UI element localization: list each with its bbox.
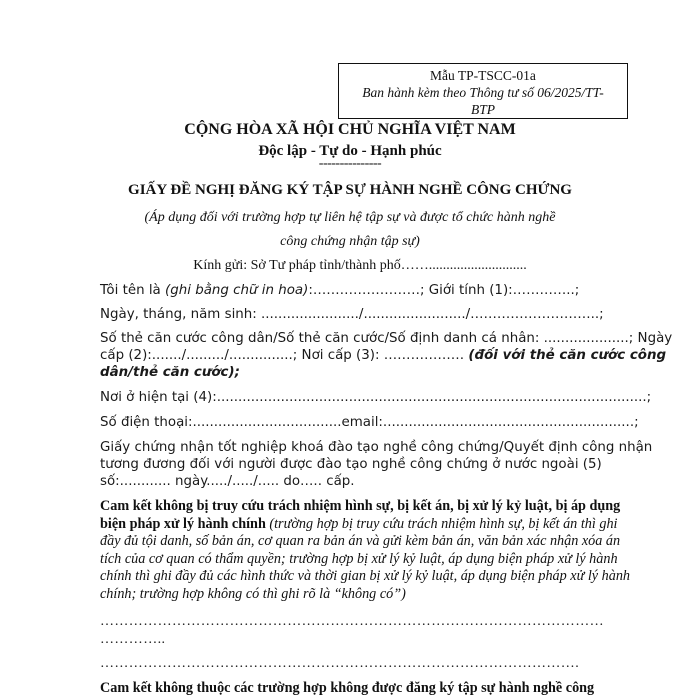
commitment-criminal [100,498,640,603]
form-issued-by: Ban hành kèm theo Thông tư số 06/2025/TT- [362,85,604,100]
name-gender-blank: :……………………; Giới tính (1):…………..; [308,283,580,298]
field-certificate-line2: tương đương đối với người được đào tạo nghề công chứng ở nước ngoài (5) [100,457,602,472]
commitment-criminal-note: (trường hợp bị truy cứu trách nhiệm hình sự, bị kết án thì ghi đầy đủ tội danh, số bản án, cơ quan ra bản án và gửi kèm bản án, văn bản xác nhận xóa án tích của cơ quan có thẩm quyền; trường hợp bị xử lý kỷ luật, áp dụng biện pháp xử lý hành chính thì ghi đầy đủ các hình thức và thời gian bị xử lý kỷ luật, áp dụng biện pháp xử lý hành chính; trường hợp không có thì ghi rõ là “không có”) [100,515,631,602]
national-motto: Độc lập - Tự do - Hạnh phúc [258,143,442,159]
blank-line-1: …………………………………………………………………………………………… [100,614,604,629]
commitment-ineligibility-heading: Cam kết không thuộc các trường hợp không được đăng ký tập sự hành nghề công [100,680,595,696]
field-date-of-birth: Ngày, tháng, năm sinh: ......................./......................../………………………..; [100,307,604,322]
field-full-name [100,283,579,298]
name-hint: (ghi bằng chữ in hoa) [165,283,309,298]
blank-line-2: ………….. [100,632,166,647]
id-note: (đối với thẻ căn cước công [468,348,667,363]
field-certificate-line1: Giấy chứng nhận tốt nghiệp khoá đào tạo nghề công chứng/Quyết định công nhận [100,440,653,455]
commitment-criminal-heading: Cam kết không bị truy cứu trách nhiệm hình sự, bị kết án, bị xử lý kỷ luật, bị áp dụng biện pháp xử lý hành chính [100,498,621,532]
field-id-line3: dân/thẻ căn cước); [100,365,240,380]
document-title: GIẤY ĐỀ NGHỊ ĐĂNG KÝ TẬP SỰ HÀNH NGHỀ CÔNG CHỨNG [128,182,572,198]
field-id-line1: Số thẻ căn cước công dân/Số thẻ căn cước/Số định danh cá nhân: ....................; Ngày [100,331,673,346]
title-note-line2: công chứng nhận tập sự) [280,234,420,249]
name-label: Tôi tên là [100,283,166,298]
field-residence: Nơi ở hiện tại (4):.....................................................................................................; [100,390,652,405]
form-code-box [338,63,628,119]
title-note-line1: (Áp dụng đối với trường hợp tự liên hệ tập sự và được tổ chức hành nghề [144,210,556,225]
form-code: Mẫu TP-TSCC-01a [430,68,536,83]
field-phone-email: Số điện thoại:...................................email:...........................................................; [100,415,639,430]
header-divider: --------------- [318,156,382,171]
country-name: CỘNG HÒA XÃ HỘI CHỦ NGHĨA VIỆT NAM [184,121,516,138]
id-issue-date-place: cấp (2):......./........./...............; Nơi cấp (3): ……………… [100,348,469,363]
blank-line-3: ………………………………………………………………………………………. [100,656,580,671]
addressee: Kính gửi: Sở Tư pháp tỉnh/thành phố……............................ [193,258,527,273]
field-certificate-line3: số:............ ngày...../...../..... do….. cấp. [100,474,355,489]
field-id-line2 [100,348,666,363]
form-issued-by-tail: BTP [470,102,495,117]
